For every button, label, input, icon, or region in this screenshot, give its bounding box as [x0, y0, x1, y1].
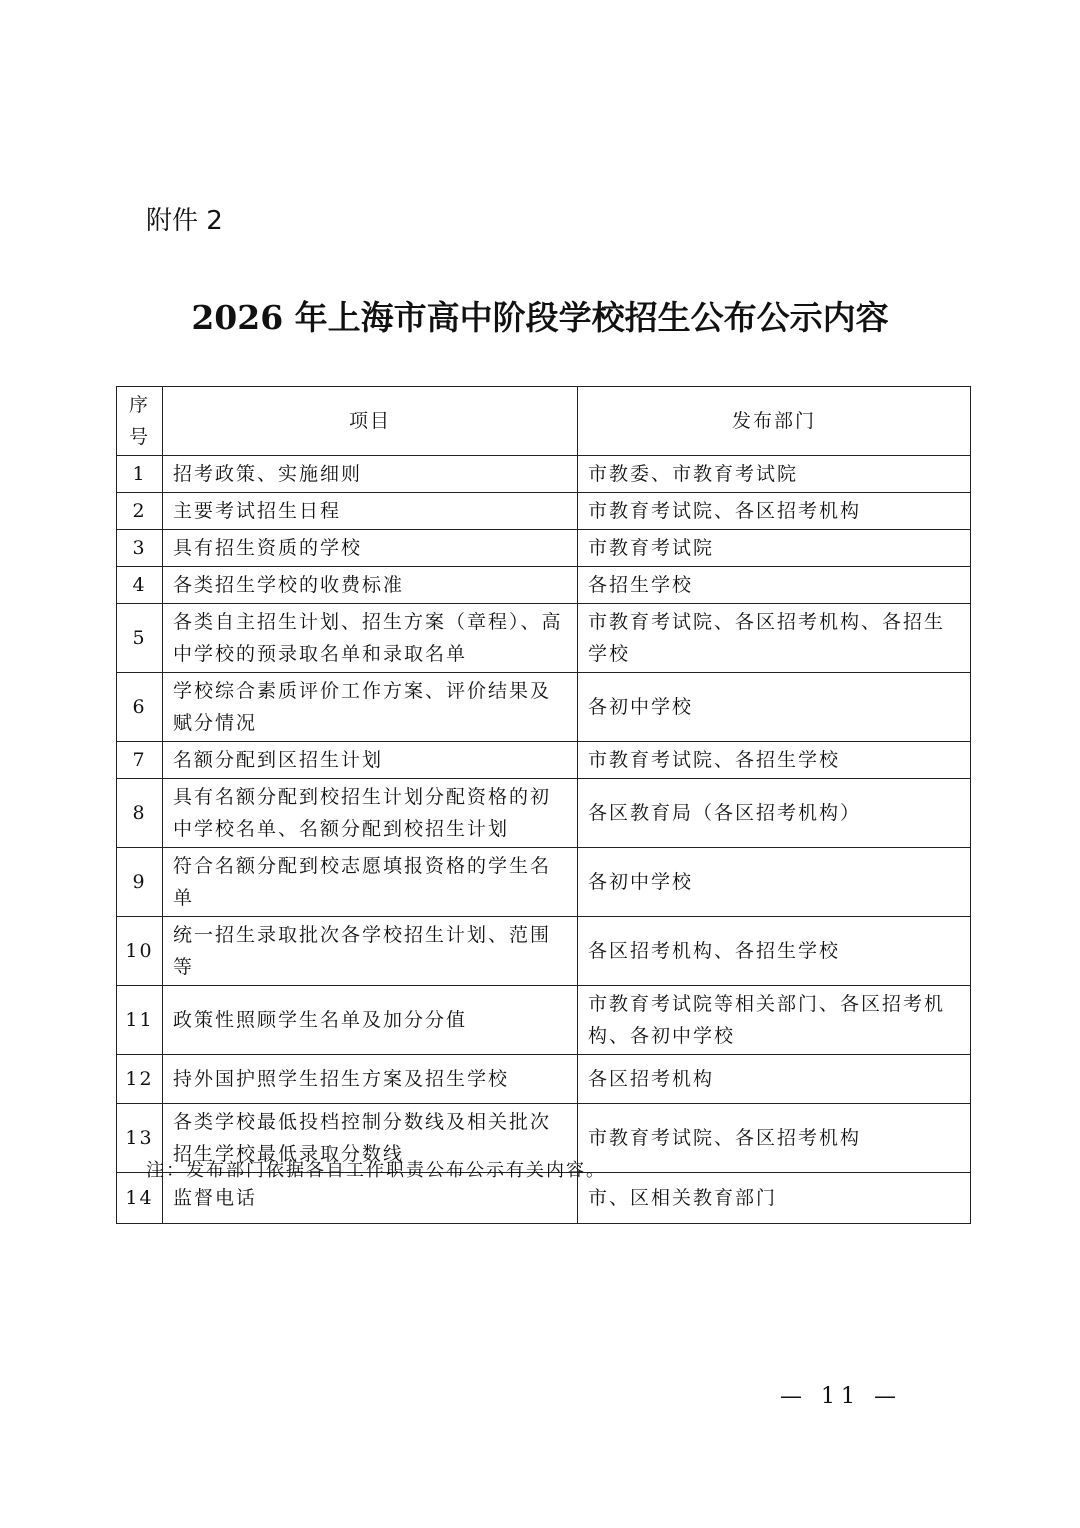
header-item: 项目	[163, 387, 578, 456]
table-row	[117, 779, 971, 848]
row-department: 各区招考机构、各招生学校	[578, 917, 971, 986]
table-row	[117, 848, 971, 917]
row-number: 3	[117, 530, 163, 567]
row-number: 7	[117, 742, 163, 779]
header-no: 序号	[117, 387, 163, 456]
attachment-label: 附件 2	[146, 206, 223, 236]
row-number: 13	[117, 1104, 163, 1173]
row-item: 各类招生学校的收费标准	[163, 567, 578, 604]
row-department: 各区招考机构	[578, 1055, 971, 1104]
row-department: 各招生学校	[578, 567, 971, 604]
row-number: 5	[117, 604, 163, 673]
row-department: 各初中学校	[578, 848, 971, 917]
row-item: 各类自主招生计划、招生方案（章程）、高中学校的预录取名单和录取名单	[163, 604, 578, 673]
publication-table	[116, 386, 971, 1224]
row-item: 监督电话	[163, 1173, 578, 1224]
header-dept: 发布部门	[578, 387, 971, 456]
row-item: 统一招生录取批次各学校招生计划、范围等	[163, 917, 578, 986]
table-row	[117, 1055, 971, 1104]
row-item: 具有招生资质的学校	[163, 530, 578, 567]
table-note: 注：发布部门依据各自工作职责公布公示有关内容。	[146, 1160, 606, 1181]
row-item: 具有名额分配到校招生计划分配资格的初中学校名单、名额分配到校招生计划	[163, 779, 578, 848]
row-department: 各区教育局（各区招考机构）	[578, 779, 971, 848]
row-item: 名额分配到区招生计划	[163, 742, 578, 779]
page-number: — 11 —	[780, 1384, 902, 1409]
row-department: 市教育考试院、各区招考机构	[578, 493, 971, 530]
row-number: 11	[117, 986, 163, 1055]
row-number: 8	[117, 779, 163, 848]
row-number: 9	[117, 848, 163, 917]
row-number: 12	[117, 1055, 163, 1104]
row-number: 10	[117, 917, 163, 986]
table-row	[117, 493, 971, 530]
row-item: 符合名额分配到校志愿填报资格的学生名单	[163, 848, 578, 917]
row-item: 招考政策、实施细则	[163, 456, 578, 493]
row-department: 市教育考试院、各区招考机构	[578, 1104, 971, 1173]
row-department: 市教育考试院等相关部门、各区招考机构、各初中学校	[578, 986, 971, 1055]
row-department: 市教委、市教育考试院	[578, 456, 971, 493]
table-row	[117, 456, 971, 493]
table-row	[117, 604, 971, 673]
row-number: 1	[117, 456, 163, 493]
row-department: 市教育考试院、各招生学校	[578, 742, 971, 779]
table-row	[117, 530, 971, 567]
table-row	[117, 673, 971, 742]
table-row	[117, 917, 971, 986]
row-item: 持外国护照学生招生方案及招生学校	[163, 1055, 578, 1104]
row-item: 各类学校最低投档控制分数线及相关批次招生学校最低录取分数线	[163, 1104, 578, 1173]
table-header-row	[117, 387, 971, 456]
row-item: 政策性照顾学生名单及加分分值	[163, 986, 578, 1055]
row-item: 主要考试招生日程	[163, 493, 578, 530]
row-number: 2	[117, 493, 163, 530]
row-number: 6	[117, 673, 163, 742]
document-title: 2026 年上海市高中阶段学校招生公布公示内容	[191, 298, 889, 337]
table-row	[117, 567, 971, 604]
table-row	[117, 742, 971, 779]
row-item: 学校综合素质评价工作方案、评价结果及赋分情况	[163, 673, 578, 742]
table-row	[117, 986, 971, 1055]
row-department: 市、区相关教育部门	[578, 1173, 971, 1224]
row-department: 市教育考试院、各区招考机构、各招生学校	[578, 604, 971, 673]
row-number: 4	[117, 567, 163, 604]
row-department: 市教育考试院	[578, 530, 971, 567]
row-number: 14	[117, 1173, 163, 1224]
row-department: 各初中学校	[578, 673, 971, 742]
